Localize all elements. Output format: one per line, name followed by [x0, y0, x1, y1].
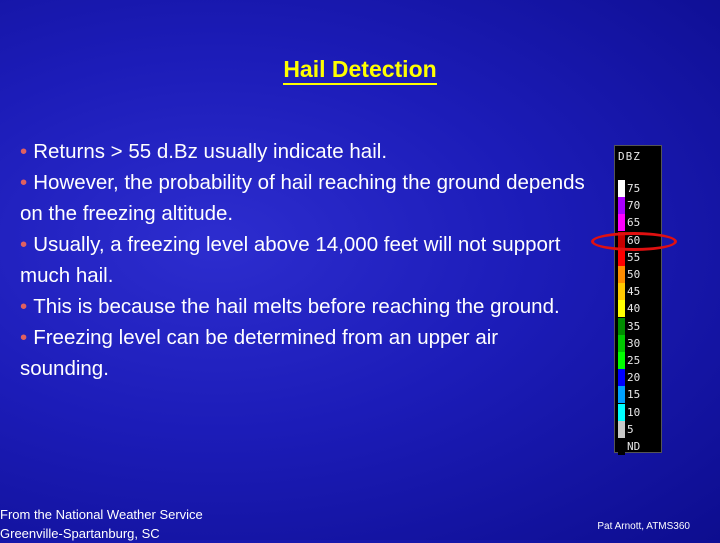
- legend-level-label: 15: [627, 388, 641, 402]
- legend-level-label: 50: [627, 268, 641, 281]
- legend-level-label: 5: [627, 422, 634, 436]
- legend-swatch: [618, 369, 625, 386]
- legend-swatch: [618, 352, 625, 369]
- bullet-icon: •: [20, 140, 28, 163]
- legend-level-label: 55: [627, 250, 641, 264]
- bullet-icon: •: [20, 171, 28, 194]
- legend-level-label: 25: [627, 354, 641, 367]
- legend-swatch: [618, 386, 625, 403]
- source-line-2: Greenville-Spartanburg, SC: [0, 526, 160, 541]
- legend-swatch: [618, 197, 625, 214]
- legend-swatch: [618, 214, 625, 231]
- source-line-1: From the National Weather Service: [0, 507, 203, 522]
- bullet-item: • Usually, a freezing level above 14,000 feet will not support much hail.: [20, 233, 561, 287]
- legend-swatch: [618, 318, 625, 335]
- slide-title: [0, 56, 720, 83]
- source-credit: [0, 505, 203, 543]
- legend-swatch: [618, 335, 625, 352]
- legend-level-label: 75: [627, 182, 641, 195]
- legend-swatch: [618, 283, 625, 300]
- legend-level-label: 10: [627, 405, 641, 419]
- bullet-icon: •: [20, 233, 28, 256]
- legend-level-label: 40: [627, 302, 641, 316]
- bullet-item: • Returns > 55 d.Bz usually indicate hail.: [20, 140, 388, 163]
- legend-level-label: 60: [627, 233, 641, 247]
- bullet-item: • This is because the hail melts before reaching the ground.: [20, 295, 560, 318]
- bullet-icon: •: [20, 326, 28, 349]
- legend-swatch: [618, 438, 625, 455]
- legend-level-label: 35: [627, 319, 641, 333]
- author-credit: Pat Arnott, ATMS360: [597, 521, 690, 532]
- legend-level-label: ND: [627, 440, 641, 453]
- legend-swatch: [618, 300, 625, 317]
- bullet-list: [20, 136, 588, 384]
- slide-title-text: Hail Detection: [283, 56, 436, 85]
- legend-level-label: 20: [627, 371, 641, 385]
- legend-swatch: [618, 404, 625, 421]
- bullet-icon: •: [20, 295, 28, 318]
- legend-swatch: [618, 421, 625, 438]
- legend-title: DBZ: [618, 150, 641, 163]
- bullet-item: • Freezing level can be determined from an upper air sounding.: [20, 326, 499, 380]
- highlight-circle: [591, 232, 677, 251]
- legend-swatch: [618, 266, 625, 283]
- dbz-color-legend: [614, 145, 662, 453]
- bullet-item: • However, the probability of hail reaching the ground depends on the freezing altitude.: [20, 171, 585, 225]
- legend-level-label: 45: [627, 285, 641, 299]
- legend-level-label: 70: [627, 199, 641, 213]
- legend-swatch: [618, 180, 625, 197]
- legend-swatch: [618, 249, 625, 266]
- legend-level-label: 30: [627, 336, 641, 350]
- legend-level-label: 65: [627, 216, 641, 230]
